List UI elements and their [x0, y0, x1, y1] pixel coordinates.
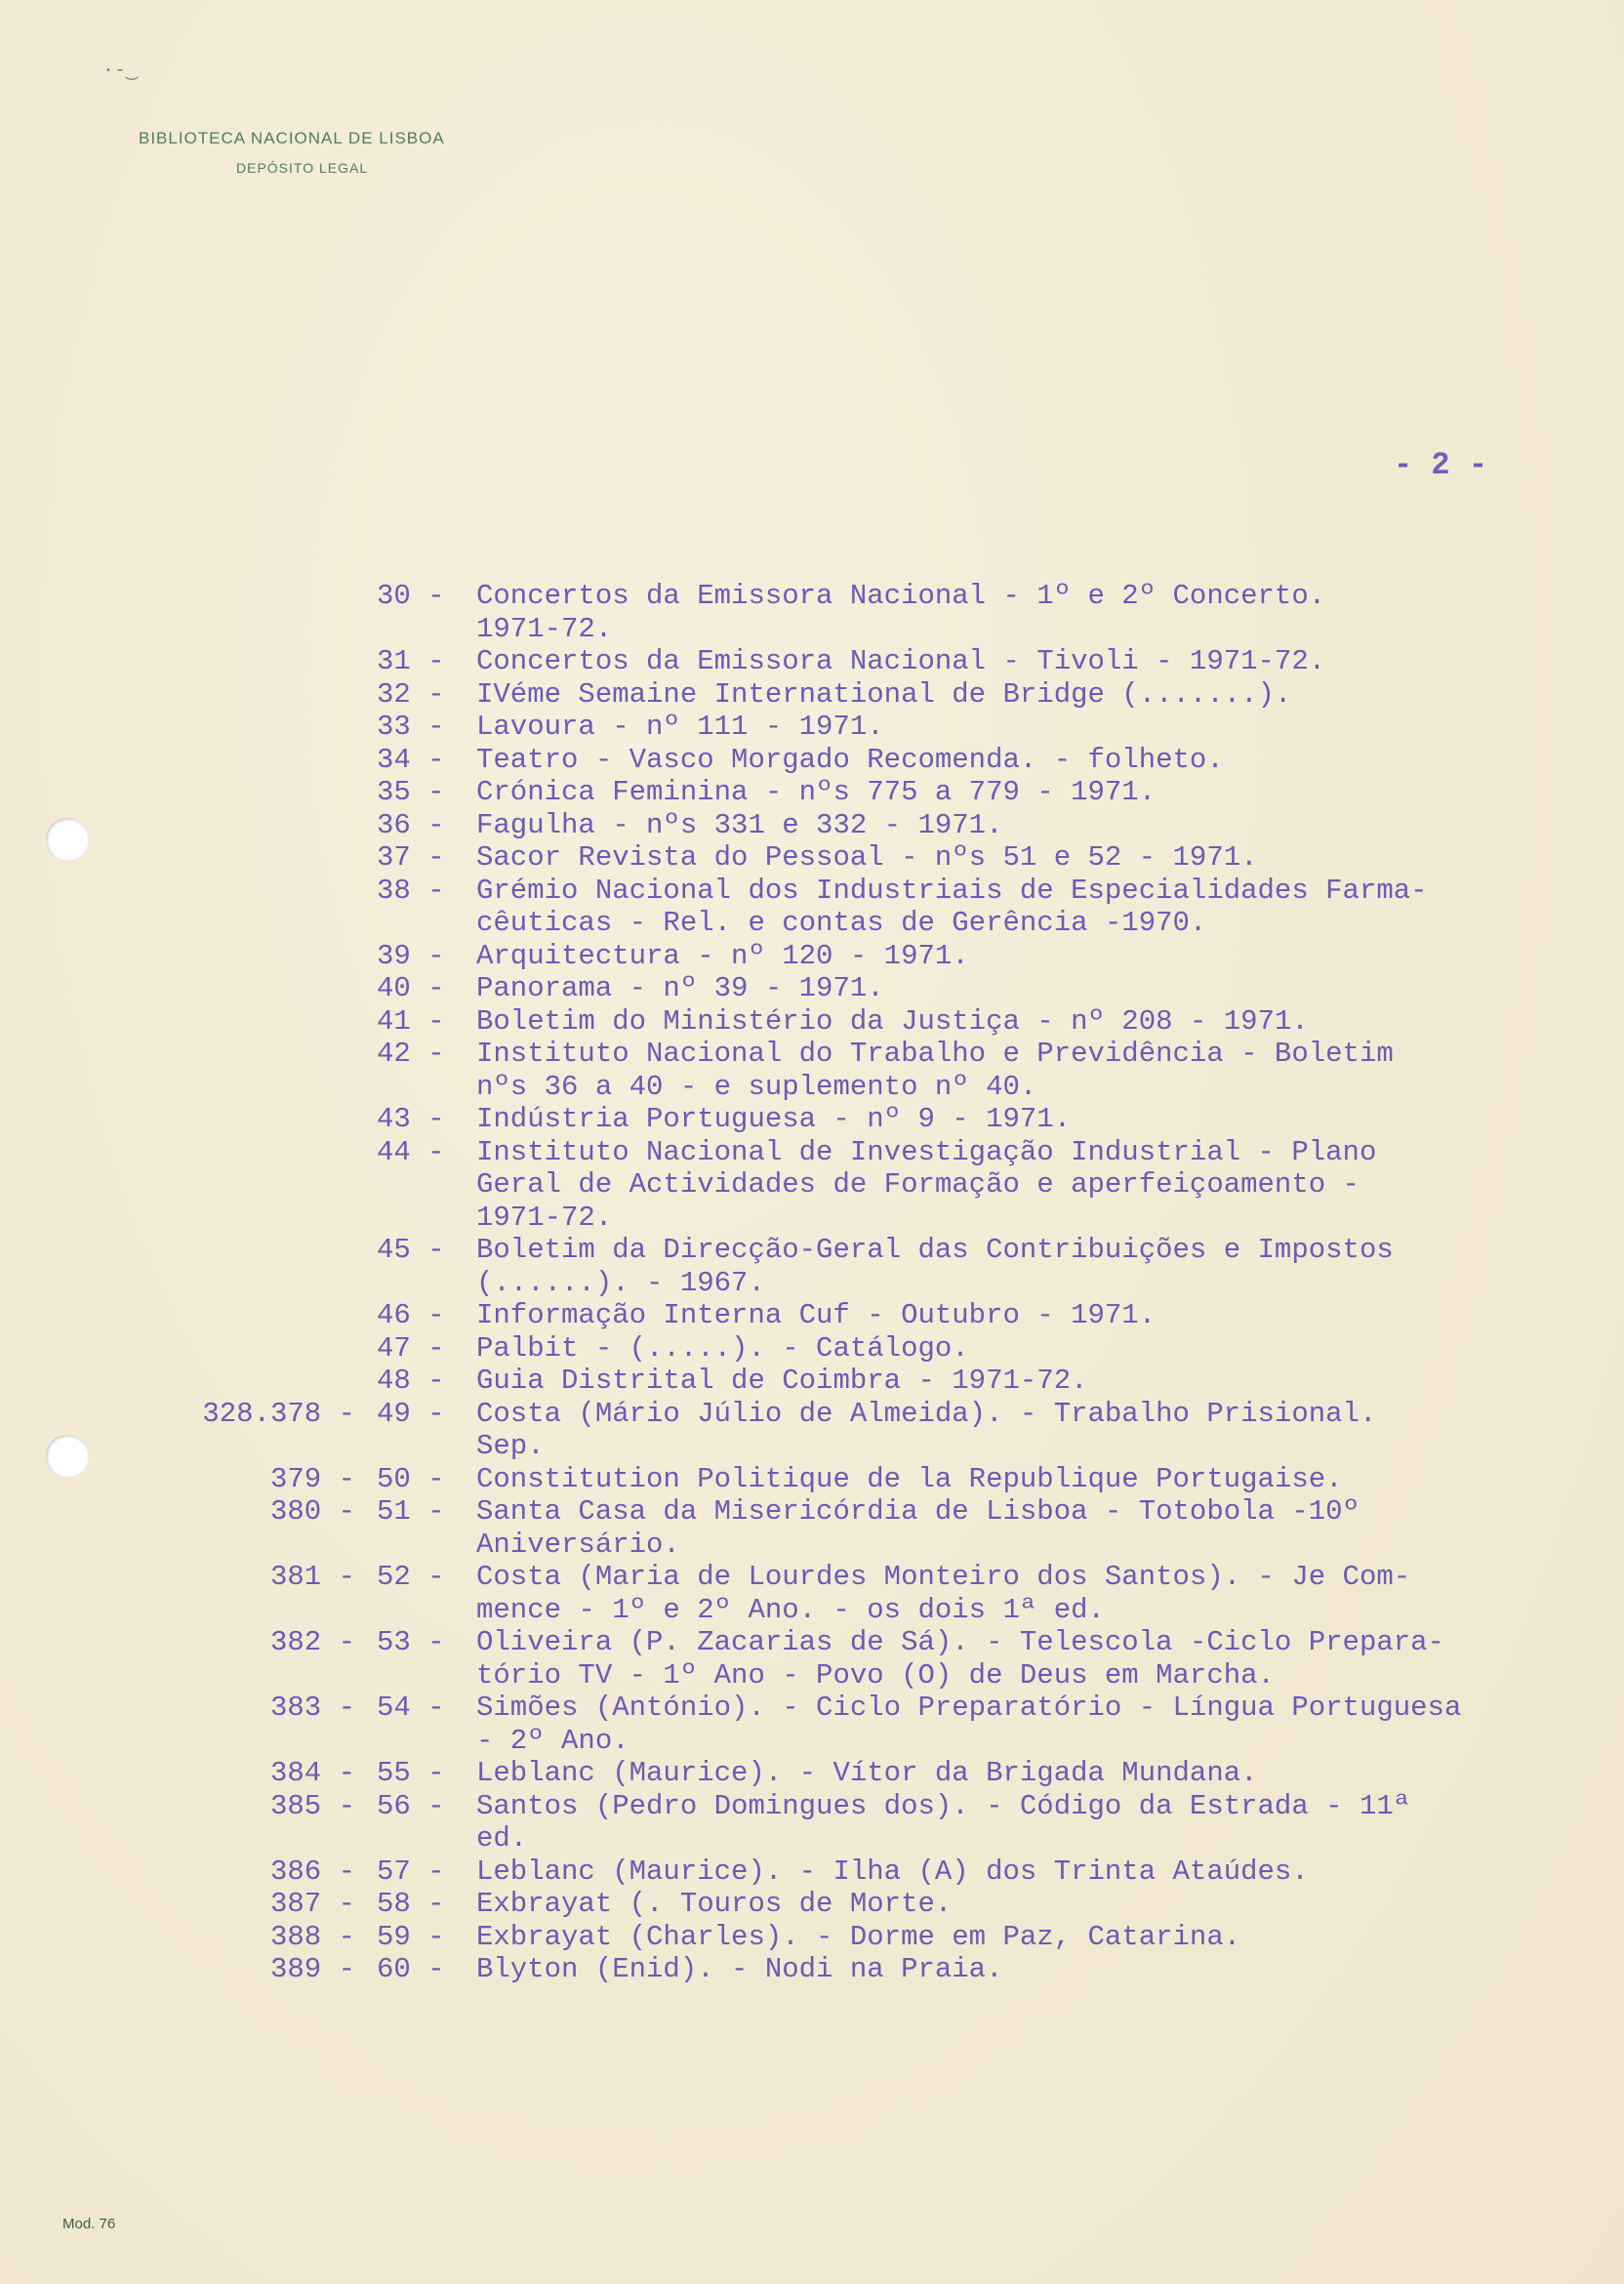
catalog-number: 382 - — [269, 1626, 355, 1658]
catalog-number: 389 - — [269, 1953, 355, 1985]
entry-number: 56 - — [377, 1789, 445, 1822]
entry-text: Simões (António). - Ciclo Preparatório - Língua Portuguesa — [476, 1692, 1462, 1724]
entry-line — [0, 1725, 1624, 1758]
entry-line — [0, 972, 1624, 1005]
entry-line — [0, 875, 1624, 908]
entry-number: 33 - — [377, 711, 445, 743]
entry-text: Informação Interna Cuf - Outubro - 1971. — [476, 1299, 1157, 1331]
entry-line — [0, 711, 1624, 744]
entry-text: Concertos da Emissora Nacional - Tivoli - 1971-72. — [476, 645, 1326, 677]
entry-number: 47 - — [377, 1331, 445, 1365]
catalog-number: 328.378 - — [202, 1397, 355, 1430]
letterhead-institution: BIBLIOTECA NACIONAL DE LISBOA — [139, 129, 445, 147]
entry-number: 52 - — [377, 1561, 445, 1593]
entry-number: 35 - — [377, 776, 445, 808]
entry-text: ed. — [476, 1822, 528, 1855]
entry-text: Boletim do Ministério da Justiça - nº 208 - 1971. — [476, 1004, 1309, 1038]
entry-line — [0, 1953, 1624, 1986]
entry-number: 32 - — [377, 677, 445, 711]
entry-number: 60 - — [377, 1953, 445, 1985]
entry-line — [0, 1071, 1624, 1104]
entry-line — [0, 1038, 1624, 1071]
letterhead-department: DEPÓSITO LEGAL — [236, 160, 369, 176]
entry-line — [0, 744, 1624, 777]
entry-number: 37 - — [377, 841, 445, 874]
entry-line — [0, 1299, 1624, 1332]
entry-line — [0, 1921, 1624, 1954]
entry-line — [0, 809, 1624, 842]
entry-line — [0, 1267, 1624, 1300]
entry-text: Santos (Pedro Domingues dos). - Código da Estrada - 11ª — [476, 1789, 1411, 1822]
entry-text: Instituto Nacional de Investigação Industrial - Plano — [476, 1135, 1377, 1168]
entry-text: Teatro - Vasco Morgado Recomenda. - folheto. — [476, 743, 1224, 776]
entry-number: 49 - — [377, 1397, 445, 1430]
entry-line — [0, 1430, 1624, 1463]
entry-text: tório TV - 1º Ano - Povo (O) de Deus em Marcha. — [476, 1658, 1275, 1692]
entry-line — [0, 1594, 1624, 1627]
entry-number: 36 - — [377, 808, 445, 841]
entry-text: Aniversário. — [476, 1528, 680, 1561]
entry-number: 44 - — [377, 1135, 445, 1168]
catalog-number: 384 - — [269, 1757, 355, 1789]
entry-text: Grémio Nacional dos Industriais de Especialidades Farma- — [476, 874, 1428, 907]
entry-text: Crónica Feminina - nºs 775 a 779 - 1971. — [476, 776, 1157, 808]
entry-text: Panorama - nº 39 - 1971. — [476, 972, 884, 1004]
entry-number: 58 - — [377, 1888, 445, 1920]
entry-text: Geral de Actividades de Formação e aperfeiçoamento - — [476, 1168, 1360, 1201]
entry-text: Oliveira (P. Zacarias de Sá). - Telescola -Ciclo Prepara- — [476, 1626, 1444, 1658]
entry-number: 59 - — [377, 1920, 445, 1953]
entry-text: Costa (Maria de Lourdes Monteiro dos Santos). - Je Com- — [476, 1561, 1411, 1593]
entry-text: (......). - 1967. — [476, 1266, 765, 1299]
entry-number: 42 - — [377, 1038, 445, 1070]
entry-text: Guia Distrital de Coimbra - 1971-72. — [476, 1365, 1088, 1397]
entry-text: Indústria Portuguesa - nº 9 - 1971. — [476, 1103, 1072, 1135]
entry-text: Blyton (Enid). - Nodi na Praia. — [476, 1953, 1003, 1985]
entry-text: Palbit - (.....). - Catálogo. — [476, 1331, 969, 1365]
entry-text: IVéme Semaine International de Bridge (.......). — [476, 677, 1292, 711]
catalog-number: 385 - — [269, 1789, 355, 1822]
entry-line — [0, 1234, 1624, 1267]
entry-number: 43 - — [377, 1103, 445, 1135]
entry-text: nºs 36 a 40 - e suplemento nº 40. — [476, 1070, 1037, 1103]
catalog-number: 387 - — [269, 1888, 355, 1920]
entry-line — [0, 1692, 1624, 1725]
entry-line — [0, 1626, 1624, 1659]
entry-text: Concertos da Emissora Nacional - 1º e 2º Concerto. — [476, 580, 1326, 612]
entry-line — [0, 1561, 1624, 1594]
catalog-number: 388 - — [269, 1920, 355, 1953]
entry-text: Costa (Mário Júlio de Almeida). - Trabalho Prisional. — [476, 1397, 1377, 1430]
entry-text: Instituto Nacional do Trabalho e Previdência - Boletim — [476, 1038, 1394, 1070]
letterhead — [139, 129, 445, 176]
entry-number: 31 - — [377, 645, 445, 677]
entry-text: Leblanc (Maurice). - Ilha (A) dos Trinta Ataúdes. — [476, 1855, 1309, 1888]
entry-text: 1971-72. — [476, 1201, 613, 1234]
entry-text: cêuticas - Rel. e contas de Gerência -1970. — [476, 907, 1207, 939]
entry-number: 55 - — [377, 1757, 445, 1789]
entry-line — [0, 1168, 1624, 1202]
entry-line — [0, 907, 1624, 940]
entry-text: Santa Casa da Misericórdia de Lisboa - Totobola -10º — [476, 1495, 1360, 1528]
entry-line — [0, 1856, 1624, 1889]
entry-line — [0, 1757, 1624, 1790]
entry-line — [0, 613, 1624, 646]
entry-text: Exbrayat (Charles). - Dorme em Paz, Catarina. — [476, 1920, 1241, 1953]
entry-number: 46 - — [377, 1299, 445, 1331]
entry-number: 34 - — [377, 743, 445, 776]
entry-number: 30 - — [377, 580, 445, 612]
entry-line — [0, 1659, 1624, 1693]
entry-line — [0, 1136, 1624, 1169]
entry-text: Fagulha - nºs 331 e 332 - 1971. — [476, 808, 1003, 841]
entry-text: Boletim da Direcção-Geral das Contribuições e Impostos — [476, 1234, 1394, 1266]
entry-text: Leblanc (Maurice). - Vítor da Brigada Mundana. — [476, 1757, 1258, 1789]
entry-number: 38 - — [377, 874, 445, 907]
entry-text: 1971-72. — [476, 612, 613, 645]
entry-text: Exbrayat (. Touros de Morte. — [476, 1888, 953, 1920]
entry-line — [0, 1888, 1624, 1921]
catalog-number: 386 - — [269, 1855, 355, 1888]
entry-line — [0, 1332, 1624, 1366]
entry-text: Lavoura - nº 111 - 1971. — [476, 711, 884, 743]
entry-text: mence - 1º e 2º Ano. - os dois 1ª ed. — [476, 1593, 1105, 1626]
entry-line — [0, 678, 1624, 712]
entry-line — [0, 1365, 1624, 1398]
catalog-number: 381 - — [269, 1561, 355, 1593]
entry-text: Arquitectura - nº 120 - 1971. — [476, 939, 969, 972]
form-code: Mod. 76 — [62, 2216, 116, 2232]
catalog-number: 379 - — [269, 1462, 355, 1495]
entry-line — [0, 1822, 1624, 1856]
entry-line — [0, 645, 1624, 678]
entry-text: Sacor Revista do Pessoal - nºs 51 e 52 - 1971. — [476, 841, 1258, 874]
entry-number: 40 - — [377, 972, 445, 1004]
entry-line — [0, 1103, 1624, 1136]
entry-number: 53 - — [377, 1626, 445, 1658]
page-number: - 2 - — [1394, 447, 1488, 483]
entry-line — [0, 940, 1624, 973]
entry-number: 51 - — [377, 1495, 445, 1528]
entry-number: 41 - — [377, 1004, 445, 1038]
entry-line — [0, 841, 1624, 875]
entry-line — [0, 1463, 1624, 1496]
catalog-number: 383 - — [269, 1692, 355, 1724]
entry-number: 45 - — [377, 1234, 445, 1266]
entry-line — [0, 1495, 1624, 1529]
entry-line — [0, 1529, 1624, 1562]
entry-text: - 2º Ano. — [476, 1724, 629, 1757]
entry-list — [0, 580, 1624, 1986]
entry-line — [0, 776, 1624, 809]
entry-line — [0, 1790, 1624, 1823]
ink-smudge: ·-‿ — [102, 60, 139, 82]
entry-number: 57 - — [377, 1855, 445, 1888]
catalog-number: 380 - — [269, 1495, 355, 1528]
entry-number: 48 - — [377, 1365, 445, 1397]
entry-line — [0, 580, 1624, 613]
entry-number: 50 - — [377, 1462, 445, 1495]
entry-number: 39 - — [377, 939, 445, 972]
entry-text: Sep. — [476, 1430, 545, 1462]
entry-line — [0, 1202, 1624, 1235]
entry-text: Constitution Politique de la Republique Portugaise. — [476, 1462, 1343, 1495]
entry-line — [0, 1005, 1624, 1039]
entry-number: 54 - — [377, 1692, 445, 1724]
entry-line — [0, 1398, 1624, 1431]
